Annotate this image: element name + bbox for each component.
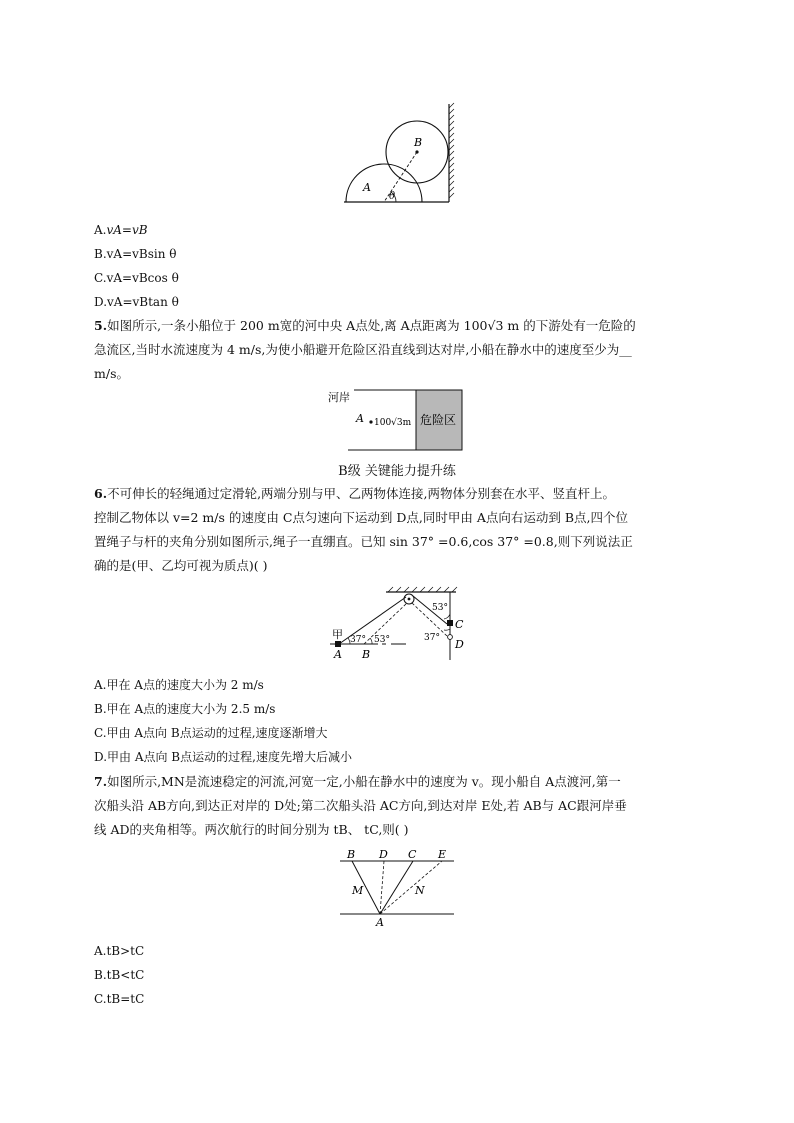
q6-option-d: D.甲由 A点向 B点运动的过程,速度先增大后减小: [94, 750, 352, 764]
label-n: N: [415, 884, 425, 897]
bank-label: 河岸: [328, 391, 350, 404]
q6-option-b: B.甲在 A点的速度大小为 2.5 m/s: [94, 702, 276, 716]
figure-pulley: [326, 586, 476, 664]
q7-option-b: B.tB<tC: [94, 968, 145, 982]
label-b: B: [414, 136, 423, 149]
q4-option-a: A.vA=vB: [94, 223, 148, 237]
label-d: D: [455, 638, 464, 651]
angle-37-right: 37°: [424, 633, 440, 643]
label-a: A: [376, 916, 384, 929]
q7-line2: 次船头沿 AB方向,到达正对岸的 D处;第二次船头沿 AC方向,到达对岸 E处,若 AB与 AC跟河岸垂: [94, 798, 627, 813]
label-m: M: [352, 884, 364, 897]
label-d: D: [379, 848, 388, 861]
angle-37-left: 37°: [350, 635, 366, 645]
figure-circles: [340, 100, 460, 206]
q7-option-a: A.tB>tC: [94, 944, 145, 958]
q6-option-a: A.甲在 A点的速度大小为 2 m/s: [94, 678, 264, 692]
label-theta: θ: [389, 191, 396, 202]
label-jia: 甲: [332, 628, 343, 641]
q6-line2: 控制乙物体以 v=2 m/s 的速度由 C点匀速向下运动到 D点,同时甲由 A点向右运动到 B点,四个位: [94, 510, 629, 525]
label-e: E: [438, 848, 447, 861]
q7-line1: 7.如图所示,MN是流速稳定的河流,河宽一定,小船在静水中的速度为 v。现小船自 A点渡河,第一: [94, 774, 621, 789]
angle-53-left: 53°: [374, 635, 390, 645]
q7-option-c: C.tB=tC: [94, 992, 145, 1006]
q5-line1: 5.如图所示,一条小船位于 200 m宽的河中央 A点处,离 A点距离为 100√3 m 的下游处有一危险的: [94, 318, 636, 333]
label-b: B: [347, 848, 356, 861]
label-c: C: [455, 618, 464, 631]
angle-53-right: 53°: [432, 603, 448, 613]
q4-option-b: B.vA=vBsin θ: [94, 247, 177, 261]
q4-option-d: D.vA=vBtan θ: [94, 295, 179, 309]
danger-zone-label: 危险区: [420, 413, 457, 427]
q6-line1: 6.不可伸长的轻绳通过定滑轮,两端分别与甲、乙两物体连接,两物体分别套在水平、竖直杆上。: [94, 486, 616, 501]
label-b: B: [362, 648, 371, 661]
distance-label: 100√3m: [374, 418, 412, 428]
figure-river-danger: [328, 388, 468, 454]
point-a: A: [356, 412, 364, 425]
q6-option-c: C.甲由 A点向 B点运动的过程,速度逐渐增大: [94, 726, 328, 740]
q6-line3: 置绳子与杆的夹角分别如图所示,绳子一直绷直。已知 sin 37° =0.6,cos 37° =0.8,则下列说法正: [94, 534, 633, 549]
section-title: B级 关键能力提升练: [338, 464, 456, 479]
figure-river-crossing: [336, 846, 458, 930]
label-c: C: [408, 848, 417, 861]
q7-line3: 线 AD的夹角相等。两次航行的时间分别为 tB、 tC,则( ): [94, 822, 409, 837]
label-a: A: [363, 181, 371, 194]
q6-line4: 确的是(甲、乙均可视为质点)( ): [94, 558, 268, 573]
q5-line3: m/s。: [94, 366, 129, 381]
label-a: A: [334, 648, 342, 661]
q5-line2: 急流区,当时水流速度为 4 m/s,为使小船避开危险区沿直线到达对岸,小船在静水中的速度至少为__: [94, 342, 632, 357]
q4-option-c: C.vA=vBcos θ: [94, 271, 179, 285]
